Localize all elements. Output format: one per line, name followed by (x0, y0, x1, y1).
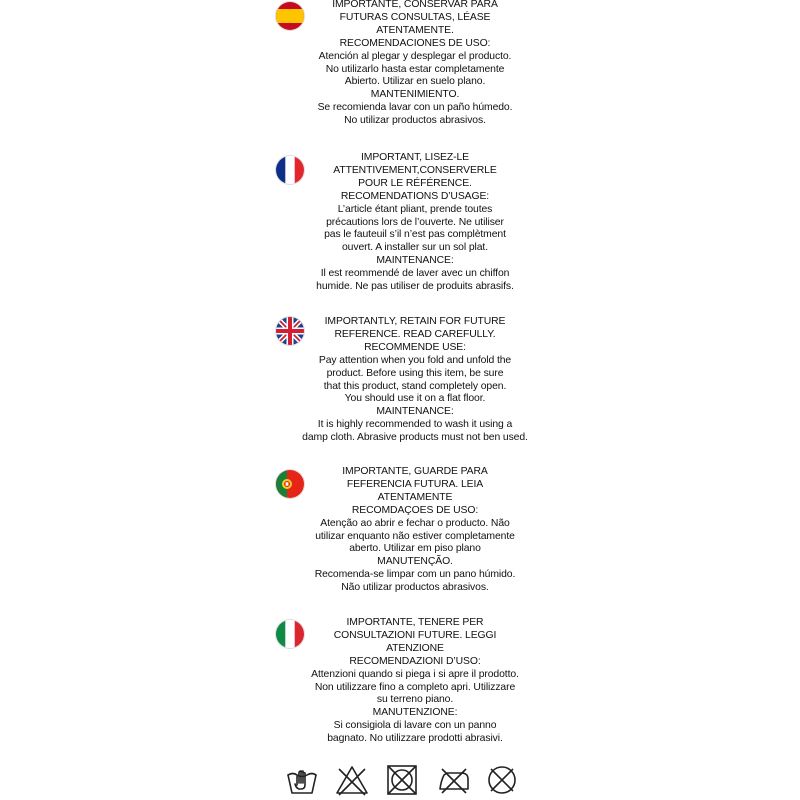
instructions-text-en: IMPORTANTLY, RETAIN FOR FUTURE REFERENCE. READ CAREFULLY. RECOMMENDE USE: Pay attention when you fold and unfold the product. Before using this item, be sure that this product, stand completely open. You should use it on a flat floor. MAINTENANCE: It is highly recommended to wash it using a damp cloth. Abrasive products must not ben used. (302, 316, 528, 444)
care-symbols (285, 763, 525, 797)
instructions-text-pt: IMPORTANTE, GUARDE PARA FEFERENCIA FUTURA. LEIA ATENTAMENTE RECOMDAÇOES DE USO: Atenção ao abrir e fechar o producto. Não utilizar enquanto não estiver completamente aberto. Utilizar em piso plano MANUTENÇÃO. Recomenda-se limpar com un pano húmido. Não utilizar productos abrasivos. (314, 466, 516, 594)
do-not-bleach-icon (335, 763, 369, 797)
instructions-text-es: IMPORTANTE, CONSERVAR PARA FUTURAS CONSULTAS, LÉASE ATENTAMENTE. RECOMENDACIONES DE USO: Atención al plegar y desplegar el producto. No utilizarlo hasta estar completamente Abierto. Utilizar en suelo plano. MANTENIMIENTO. Se recomienda lavar con un paño húmedo. No utilizar productos abrasivos. (317, 0, 513, 127)
instructions-text-it: IMPORTANTE, TENERE PER CONSULTAZIONI FUTURE. LEGGI ATENZIONE RECOMENDAZIONI D’USO: Attenzioni quando si piega i si apre il prodotto. Non utilizzare fino a completo apri. Utilizzare su terreno piano. MANUTENZIONE: Si consigiola di lavare con un panno bagnato. No utilizzare prodotti abrasivi. (311, 617, 519, 745)
hand-wash-icon (285, 763, 319, 797)
instructions-text-fr: IMPORTANT, LISEZ-LE ATTENTIVEMENT,CONSERVERLE POUR LE RÉFÉRENCE. RECOMENDATIONS D’USAGE: L’article étant pliant, prende toutes précautions lors de l’ouverte. Ne utiliser pas le fauteuil s’il n’est pas complètment ouvert. A installer sur un sol plat. MAINTENANCE: Il est reommendé de laver avec un chiffon humide. Ne pas utiliser de produits abrasifs. (316, 152, 514, 293)
do-not-iron-icon (437, 763, 471, 797)
do-not-tumble-dry-icon (385, 763, 419, 797)
do-not-dry-clean-icon (485, 763, 519, 797)
